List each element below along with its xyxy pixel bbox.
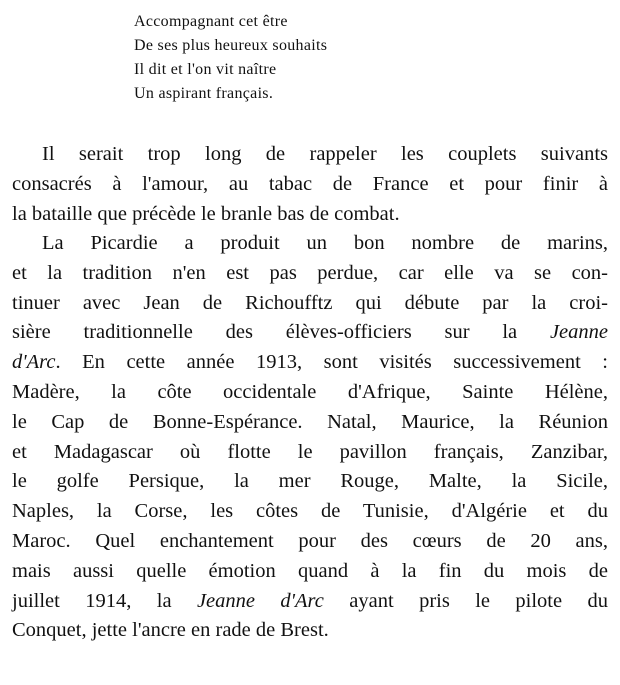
poem-line: De ses plus heureux souhaits [134, 37, 328, 54]
text-segment: ayant pris le pilote du [323, 589, 608, 612]
ship-name-italic: d'Arc [12, 351, 56, 374]
text-line: consacrés à l'amour, au tabac de France et pour finir à [12, 172, 608, 195]
ship-name-italic: Jeanne [549, 321, 608, 344]
ship-name-italic: Jeanne d'Arc [196, 589, 324, 612]
text-segment: sière traditionnelle des élèves-officiers sur la [12, 321, 550, 344]
text-line: et Madagascar où flotte le pavillon français, Zanzibar, [12, 440, 608, 463]
text-line: La Picardie a produit un bon nombre de marins, [42, 232, 608, 254]
text-segment: . En cette année 1913, sont visités successivement : [55, 351, 608, 374]
poem-stanza [134, 10, 327, 106]
text-line: Madère, la côte occidentale d'Afrique, Sainte Hélène, [12, 380, 608, 403]
paragraph-voyage [12, 229, 608, 646]
text-line [12, 587, 608, 617]
text-line: et la tradition n'en est pas perdue, car elle va se con- [12, 261, 608, 284]
text-line: mais aussi quelle émotion quand à la fin du mois de [12, 559, 608, 582]
text-line: Naples, la Corse, les côtes de Tunisie, d'Algérie et du [12, 500, 608, 523]
text-line [12, 348, 608, 378]
text-line [12, 318, 608, 348]
text-line: le golfe Persique, la mer Rouge, Malte, la Sicile, [12, 470, 608, 493]
poem-line: Accompagnant cet être [134, 13, 288, 30]
text-line: le Cap de Bonne-Espérance. Natal, Maurice, la Réunion [12, 410, 608, 433]
text-line: Maroc. Quel enchantement pour des cœurs de 20 ans, [12, 529, 608, 552]
paragraph-couplets [12, 140, 608, 229]
text-line: Il serait trop long de rappeler les couplets suivants [42, 143, 608, 165]
text-line: tinuer avec Jean de Richoufftz qui débute par la croi- [12, 291, 608, 314]
text-line: Conquet, jette l'ancre en rade de Brest. [12, 619, 329, 642]
text-segment: juillet 1914, la [12, 589, 197, 612]
text-line: la bataille que précède le branle bas de combat. [12, 202, 400, 225]
poem-line: Un aspirant français. [134, 85, 274, 102]
poem-line: Il dit et l'on vit naître [134, 61, 277, 78]
